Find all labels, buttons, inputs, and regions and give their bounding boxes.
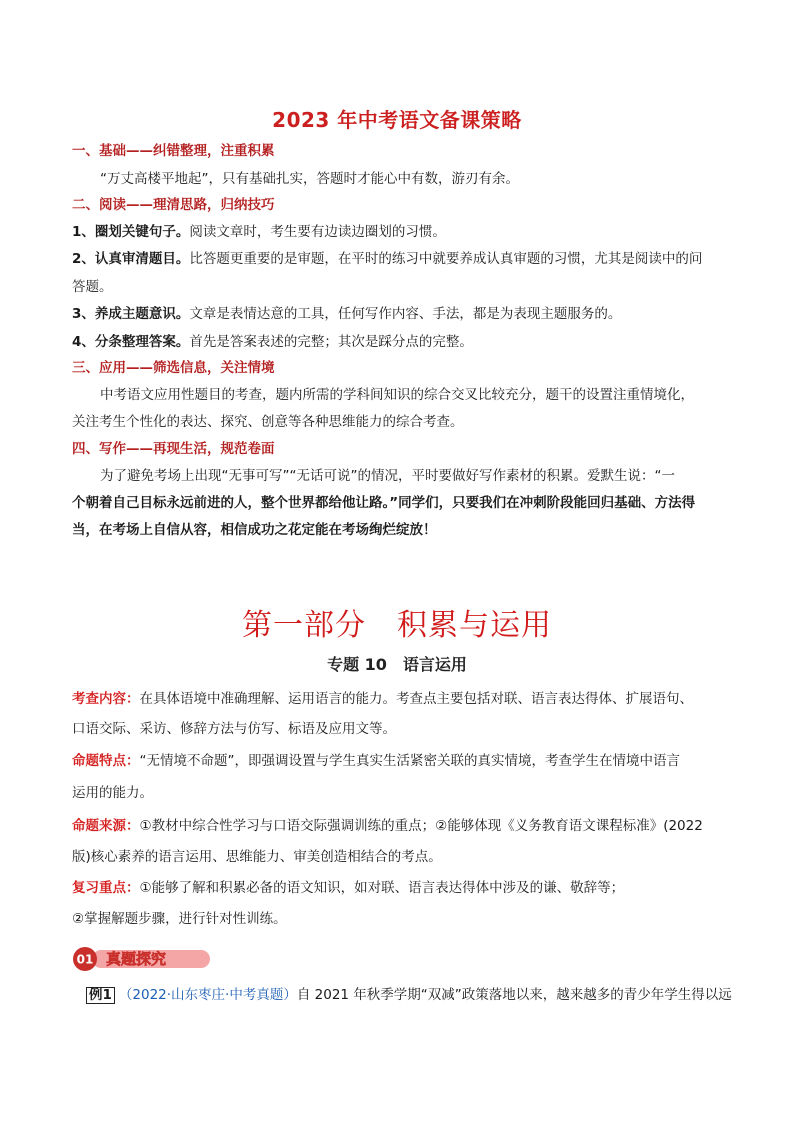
strategy-text-3b: 关注考生个性化的表达、探究、创意等各种思维能力的综合考查。: [72, 414, 464, 430]
banner-number: 01: [76, 952, 94, 967]
strategy-heading-2: 二、阅读——理清思路，归纳技巧: [72, 197, 275, 213]
exam-review-cont: ②掌握解题步骤，进行针对性训练。: [72, 911, 287, 927]
strategy-text-4b: 个朝着自己目标永远前进的人，整个世界都给他让路。”同学们，只要我们在冲刺阶段能回归基础、方法得: [72, 495, 696, 511]
strategy-item-4: 4、分条整理答案。首先是答案表述的完整；其次是踩分点的完整。: [72, 334, 473, 350]
exam-feature: 命题特点：“无情境不命题”，即强调设置与学生真实生活紧密关联的真实情境，考查学生在情境中语言: [72, 753, 680, 769]
strategy-text-1: “万丈高楼平地起”，只有基础扎实，答题时才能心中有数，游刃有余。: [100, 171, 519, 187]
strategy-heading-1: 一、基础——纠错整理，注重积累: [72, 143, 275, 159]
example-line: [86, 986, 732, 1004]
strategy-item-3: 3、养成主题意识。文章是表情达意的工具，任何写作内容、手法，都是为表现主题服务的。: [72, 306, 622, 322]
exam-source: 命题来源：①教材中综合性学习与口语交际强调训练的重点；②能够体现《义务教育语文课程标准》(2022: [72, 818, 703, 834]
strategy-heading-4: 四、写作——再现生活，规范卷面: [72, 441, 275, 457]
exam-content: 考查内容：在具体语境中准确理解、运用语言的能力。考查点主要包括对联、语言表达得体、扩展语句、: [72, 691, 693, 707]
banner-label: 真题探究: [106, 950, 167, 968]
exam-feature-cont: 运用的能力。: [72, 785, 153, 801]
document-title: 2023 年中考语文备课策略: [272, 108, 522, 132]
section-banner: [72, 946, 212, 972]
strategy-text-4a: 为了避免考场上出现“无事可写”“无话可说”的情况，平时要做好写作素材的积累。爱默生说：“一: [100, 468, 675, 484]
exam-content-cont: 口语交际、采访、修辞方法与仿写、标语及应用文等。: [72, 721, 396, 737]
strategy-text-3a: 中考语文应用性题目的考查，题内所需的学科间知识的综合交叉比较充分，题干的设置注重情境化，: [100, 387, 694, 403]
strategy-item-2: 2、认真审清题目。比答题更重要的是审题，在平时的练习中就要养成认真审题的习惯，尤其是阅读中的问: [72, 251, 703, 267]
exam-review: 复习重点：①能够了解和积累必备的语文知识，如对联、语言表达得体中涉及的谦、敬辞等；: [72, 880, 625, 896]
example-source: （2022·山东枣庄·中考真题）: [118, 987, 297, 1003]
exam-source-cont: 版)核心素养的语言运用、思维能力、审美创造相结合的考点。: [72, 849, 442, 865]
strategy-text-4c: 当，在考场上自信从容，相信成功之花定能在考场绚烂绽放！: [72, 522, 437, 538]
strategy-item-2-cont: 答题。: [72, 279, 113, 295]
strategy-heading-3: 三、应用——筛选信息，关注情境: [72, 360, 275, 376]
part-title: 第一部分 积累与运用: [242, 608, 552, 643]
banner-shape: [72, 946, 212, 972]
topic-title: 专题 10 语言运用: [327, 655, 467, 674]
strategy-item-1: 1、圈划关键句子。阅读文章时，考生要有边读边圈划的习惯。: [72, 224, 446, 240]
example-tag: 例1: [86, 987, 115, 1004]
example-text: 自 2021 年秋季学期“双减”政策落地以来，越来越多的青少年学生得以远: [296, 987, 732, 1003]
